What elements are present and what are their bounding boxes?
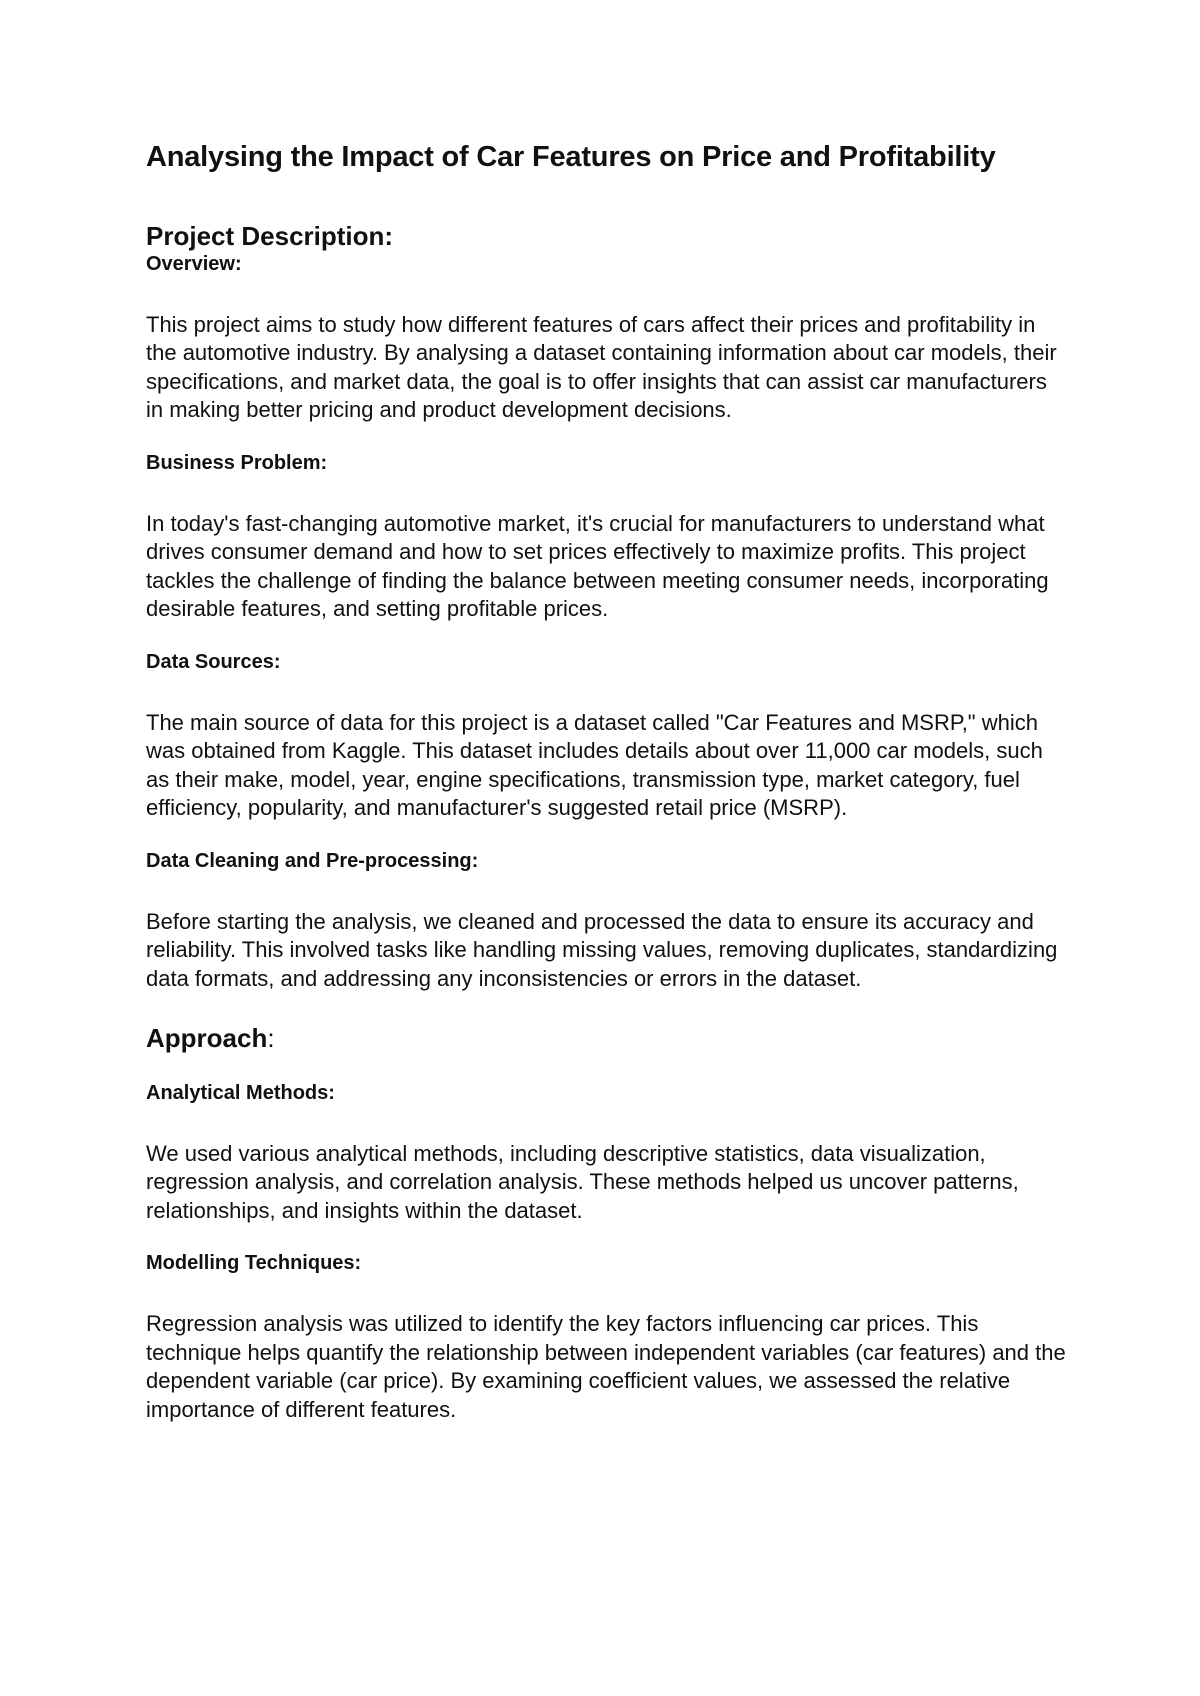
data-sources-heading: Data Sources: [146,650,281,673]
document-content [146,140,1066,1424]
overview-paragraph: This project aims to study how different features of cars affect their prices and profitability in the automotive industry. By analysing a dataset containing information about car models, their specifications, and market data, the goal is to offer insights that can assist car manufacturers in making better pricing and product development decisions. [146,311,1057,423]
analytical-methods-heading: Analytical Methods: [146,1081,335,1104]
data-sources-paragraph: The main source of data for this project is a dataset called "Car Features and MSRP," which was obtained from Kaggle. This dataset includes details about over 11,000 car models, such as their make, model, year, engine specifications, transmission type, market category, fuel efficiency, popularity, and manufacturer's suggested retail price (MSRP). [146,709,1043,821]
overview-heading: Overview: [146,252,242,275]
approach-heading-word: Approach [146,1023,268,1054]
approach-heading [146,1023,1066,1054]
analytical-methods-paragraph: We used various analytical methods, including descriptive statistics, data visualization, regression analysis, and correlation analysis. These methods helped us uncover patterns, relationships, and insights within the dataset. [146,1140,1019,1223]
business-problem-paragraph: In today's fast-changing automotive market, it's crucial for manufacturers to understand what drives consumer demand and how to set prices effectively to maximize profits. This project tackles the challenge of finding the balance between meeting consumer needs, incorporating desirable features, and setting profitable prices. [146,510,1049,622]
data-cleaning-paragraph: Before starting the analysis, we cleaned and processed the data to ensure its accuracy and reliability. This involved tasks like handling missing values, removing duplicates, standardizing data formats, and addressing any inconsistencies or errors in the dataset. [146,908,1058,991]
approach-heading-colon: : [267,1023,275,1054]
project-description-heading: Project Description: [146,220,394,251]
modelling-techniques-heading: Modelling Techniques: [146,1252,362,1275]
data-cleaning-heading: Data Cleaning and Pre-processing: [146,849,479,872]
business-problem-heading: Business Problem: [146,451,328,474]
modelling-techniques-paragraph: Regression analysis was utilized to identify the key factors influencing car prices. This technique helps quantify the relationship between independent variables (car features) and the dependent variable (car price). By examining coefficient values, we assessed the relative importance of different features. [146,1311,1066,1422]
document-title: Analysing the Impact of Car Features on Price and Profitability [146,141,996,173]
